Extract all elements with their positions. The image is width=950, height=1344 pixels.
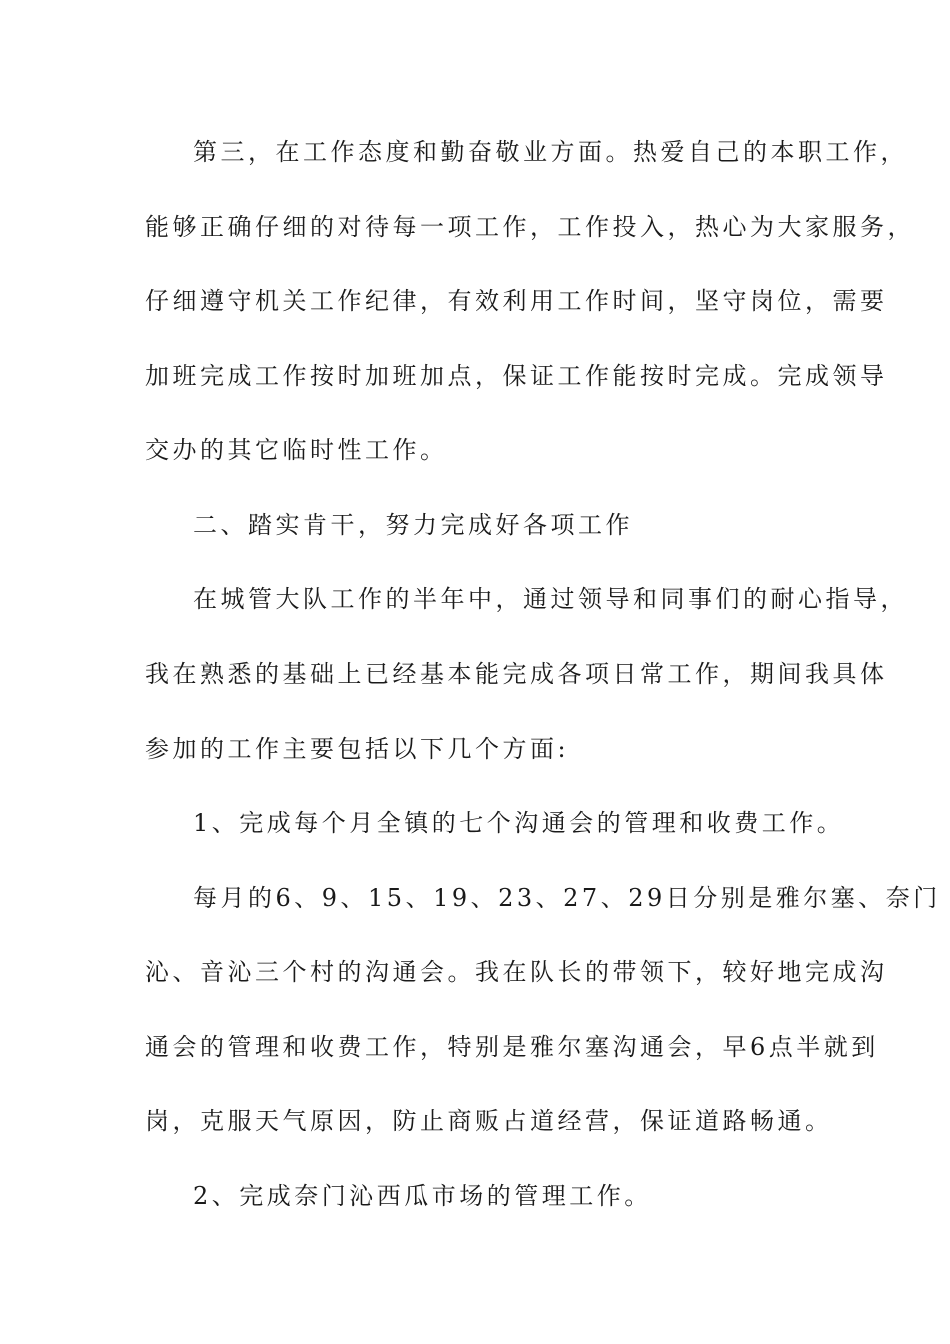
paragraph-line: 参加的工作主要包括以下几个方面:: [145, 735, 570, 763]
section-heading: 二、踏实肯干，努力完成好各项工作: [193, 511, 633, 539]
paragraph-line: 能够正确仔细的对待每一项工作，工作投入，热心为大家服务，: [145, 213, 915, 241]
paragraph-line: 交办的其它临时性工作。: [145, 436, 448, 464]
paragraph-line: 在城管大队工作的半年中，通过领导和同事们的耐心指导，: [193, 585, 908, 613]
paragraph-line: 岗，克服天气原因，防止商贩占道经营，保证道路畅通。: [145, 1107, 833, 1135]
paragraph-line: 第三，在工作态度和勤奋敬业方面。热爱自己的本职工作，: [193, 138, 908, 166]
paragraph-line: 沁、音沁三个村的沟通会。我在队长的带领下，较好地完成沟: [145, 958, 888, 986]
paragraph-line: 每月的6、9、15、19、23、27、29日分别是雅尔塞、奈门: [193, 884, 941, 912]
paragraph-line: 加班完成工作按时加班加点，保证工作能按时完成。完成领导: [145, 362, 888, 390]
paragraph-line: 通会的管理和收费工作，特别是雅尔塞沟通会，早6点半就到: [145, 1033, 879, 1061]
paragraph-line: 仔细遵守机关工作纪律，有效利用工作时间，坚守岗位，需要: [145, 287, 888, 315]
list-item-heading: 2、完成奈门沁西瓜市场的管理工作。: [193, 1182, 652, 1210]
paragraph-line: 我在熟悉的基础上已经基本能完成各项日常工作，期间我具体: [145, 660, 888, 688]
list-item-heading: 1、完成每个月全镇的七个沟通会的管理和收费工作。: [193, 809, 845, 837]
